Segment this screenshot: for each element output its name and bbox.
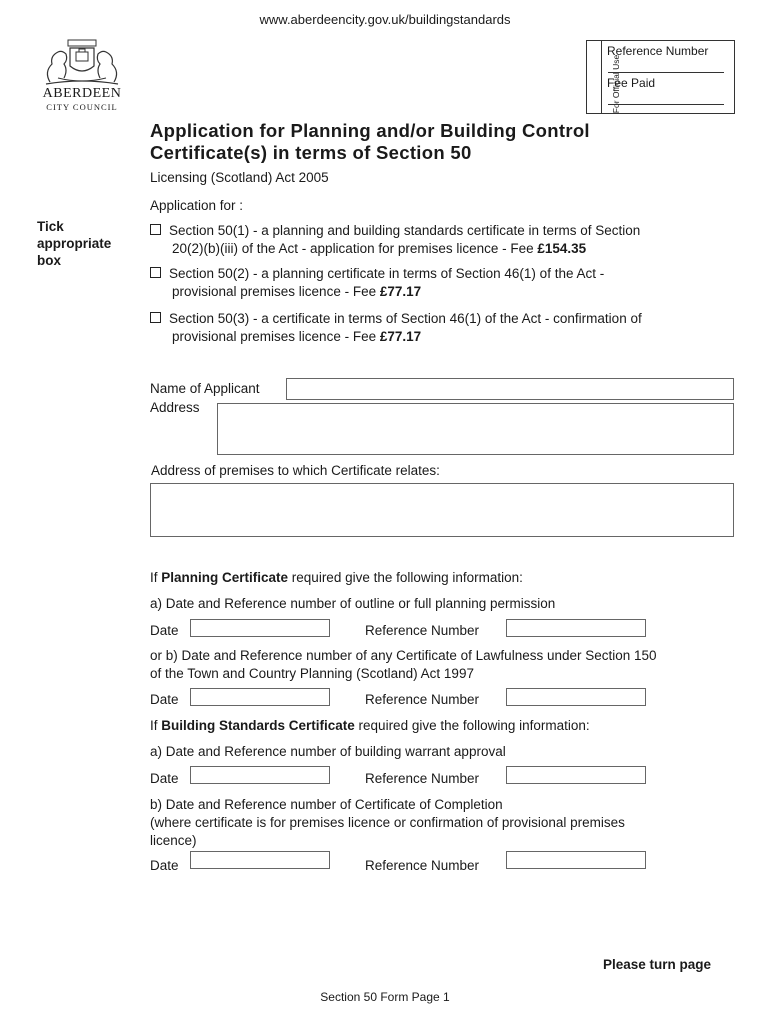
premises-address-field[interactable]	[150, 483, 734, 537]
official-fee-line	[608, 104, 724, 105]
planning-a-date-label: Date	[150, 623, 179, 638]
official-fee-label: Fee Paid	[607, 76, 656, 90]
tick-label-line-1: Tick	[37, 219, 64, 234]
building-b-date-label: Date	[150, 858, 179, 873]
option-1-fee: £154.35	[537, 241, 587, 256]
building-b-label	[150, 796, 625, 850]
planning-a-reference-label: Reference Number	[365, 623, 480, 638]
applicant-address-field[interactable]	[217, 403, 734, 455]
applicant-name-label: Name of Applicant	[150, 381, 260, 396]
official-reference-label: Reference Number	[607, 44, 709, 58]
planning-b-date-label: Date	[150, 692, 179, 707]
building-b-line-1: b) Date and Reference number of Certificate of Completion	[150, 797, 503, 812]
building-standards-intro: If Building Standards Certificate required give the following information:	[150, 718, 590, 733]
planning-b-reference-label: Reference Number	[365, 692, 480, 707]
form-title-line-1: Application for Planning and/or Building Control	[150, 120, 590, 141]
planning-b-line-2: of the Town and Country Planning (Scotland) Act 1997	[150, 666, 474, 681]
official-use-label: For Official Use	[611, 54, 621, 114]
applicant-address-label: Address	[150, 400, 200, 415]
page-footer: Section 50 Form Page 1	[320, 990, 450, 1004]
building-b-date-field[interactable]	[190, 851, 330, 869]
planning-a-reference-field[interactable]	[506, 619, 646, 637]
aberdeen-city-council-logo	[30, 38, 134, 118]
planning-b-date-field[interactable]	[190, 688, 330, 706]
official-reference-line	[608, 72, 724, 73]
website-url: www.aberdeencity.gov.uk/buildingstandards	[259, 12, 511, 27]
building-a-reference-field[interactable]	[506, 766, 646, 784]
option-section-50-3[interactable]	[150, 310, 740, 346]
logo-subtitle: CITY COUNCIL	[46, 102, 118, 112]
building-b-reference-label: Reference Number	[365, 858, 480, 873]
planning-certificate-intro: If Planning Certificate required give the following information:	[150, 570, 523, 585]
option-2-line-1: Section 50(2) - a planning certificate in terms of Section 46(1) of the Act -	[169, 266, 605, 281]
form-subtitle: Licensing (Scotland) Act 2005	[150, 170, 329, 185]
building-a-date-field[interactable]	[190, 766, 330, 784]
planning-b-label	[150, 647, 657, 683]
form-title-line-2: Certificate(s) in terms of Section 50	[150, 142, 472, 163]
option-1-line-1: Section 50(1) - a planning and building standards certificate in terms of Section	[169, 223, 641, 238]
planning-b-reference-field[interactable]	[506, 688, 646, 706]
checkbox-section-50-1[interactable]	[150, 224, 161, 235]
option-3-line-1: Section 50(3) - a certificate in terms of Section 46(1) of the Act - confirmation of	[169, 311, 642, 326]
building-b-line-3: licence)	[150, 833, 197, 848]
option-3-fee: £77.17	[379, 329, 422, 344]
checkbox-section-50-2[interactable]	[150, 267, 161, 278]
applicant-name-field[interactable]	[286, 378, 734, 400]
coat-of-arms-icon	[30, 38, 134, 86]
checkbox-section-50-3[interactable]	[150, 312, 161, 323]
planning-a-label: a) Date and Reference number of outline or full planning permission	[150, 596, 556, 611]
form-title	[150, 120, 730, 164]
option-2-fee: £77.17	[379, 284, 422, 299]
tick-box-instruction	[37, 218, 137, 269]
building-b-reference-field[interactable]	[506, 851, 646, 869]
building-a-reference-label: Reference Number	[365, 771, 480, 786]
logo-wordmark: ABERDEEN	[42, 86, 122, 101]
planning-a-date-field[interactable]	[190, 619, 330, 637]
building-a-label: a) Date and Reference number of building warrant approval	[150, 744, 506, 759]
option-3-line-2: provisional premises licence - Fee	[172, 329, 380, 344]
tick-label-line-2: appropriate	[37, 236, 112, 251]
official-use-box	[586, 40, 735, 114]
option-1-line-2: 20(2)(b)(iii) of the Act - application for premises licence - Fee	[172, 241, 538, 256]
option-section-50-1[interactable]	[150, 222, 740, 258]
premises-address-label: Address of premises to which Certificate relates:	[151, 463, 440, 478]
planning-b-line-1: or b) Date and Reference number of any Certificate of Lawfulness under Section 150	[150, 648, 657, 663]
option-section-50-2[interactable]	[150, 265, 740, 301]
application-for-label: Application for :	[150, 198, 244, 213]
please-turn-page: Please turn page	[603, 957, 712, 972]
building-b-line-2: (where certificate is for premises licence or confirmation of provisional premises	[150, 815, 625, 830]
building-a-date-label: Date	[150, 771, 179, 786]
tick-label-line-3: box	[37, 253, 62, 268]
option-2-line-2: provisional premises licence - Fee	[172, 284, 380, 299]
